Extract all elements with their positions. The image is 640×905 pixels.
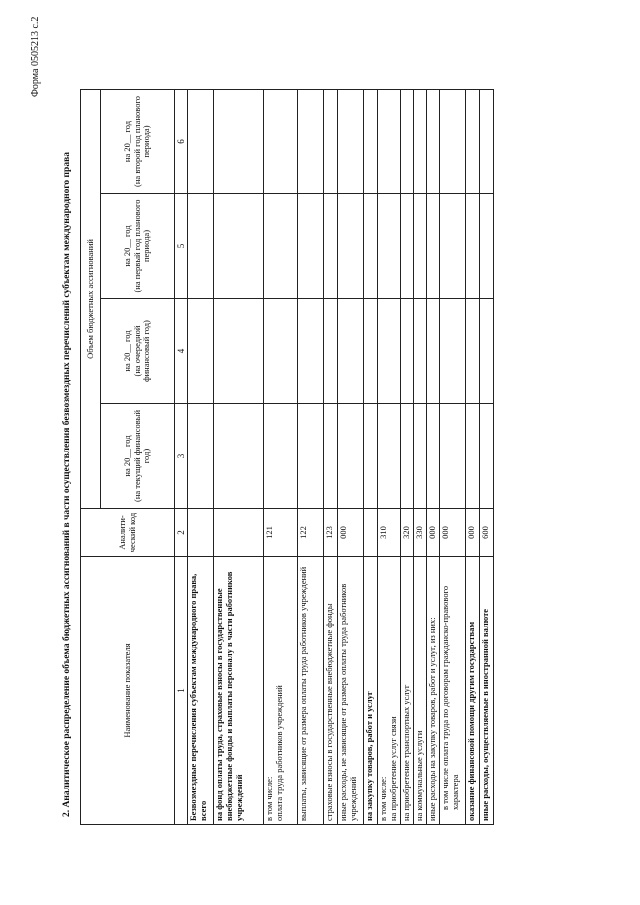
analytic-code: 320 <box>400 509 413 557</box>
table-row <box>264 89 298 824</box>
analytic-code: 000 <box>338 509 364 557</box>
table-row <box>400 89 413 824</box>
value-cell <box>338 404 364 509</box>
form-code: Форма 0505213 с.2 <box>30 16 41 97</box>
value-cell <box>479 89 493 193</box>
value-cell <box>324 404 338 509</box>
value-cell <box>264 89 298 193</box>
col-num: 2 <box>175 509 188 557</box>
analytic-code: 000 <box>465 509 479 557</box>
analytic-code: 600 <box>479 509 493 557</box>
value-cell <box>400 89 413 193</box>
value-cell <box>439 89 465 193</box>
col-num: 4 <box>175 299 188 404</box>
table-row <box>479 89 493 824</box>
analytic-code <box>214 509 264 557</box>
indicator-name: оказание финансовой помощи другим государствам <box>465 557 479 825</box>
value-cell <box>378 89 401 193</box>
value-cell <box>465 89 479 193</box>
table-row <box>439 89 465 824</box>
value-cell <box>426 194 439 299</box>
value-cell <box>298 194 324 299</box>
value-cell <box>413 404 426 509</box>
value-cell <box>439 404 465 509</box>
indicator-name: иные расходы, осуществляемые в иностранной валюте <box>479 557 493 825</box>
value-cell <box>298 299 324 404</box>
value-cell <box>298 89 324 193</box>
value-cell <box>188 194 214 299</box>
value-cell <box>465 194 479 299</box>
value-cell <box>378 404 401 509</box>
analytic-code: 310 <box>378 509 401 557</box>
value-cell <box>400 299 413 404</box>
header-year-col: на 20__ год (на текущий финансовый год) <box>101 404 175 509</box>
col-num: 1 <box>175 557 188 825</box>
header-year-col: на 20__ год (на второй год планового периода) <box>101 89 175 193</box>
table-row <box>364 89 378 824</box>
indicator-name: выплаты, зависящие от размера оплаты труда работников учреждений <box>298 557 324 825</box>
value-cell <box>479 404 493 509</box>
value-cell <box>324 194 338 299</box>
value-cell <box>413 194 426 299</box>
analytic-code <box>188 509 214 557</box>
section-title: 2. Аналитическое распределение объема бюджетных ассигнований в части осуществления безвозмездных перечислений субъектам международного права <box>62 152 72 817</box>
value-cell <box>364 194 378 299</box>
analytic-code: 000 <box>439 509 465 557</box>
col-num: 6 <box>175 89 188 193</box>
col-num: 5 <box>175 194 188 299</box>
value-cell <box>439 299 465 404</box>
indicator-name: на фонд оплаты труда, страховые взносы в государственные внебюджетные фонды и выплаты персоналу в части работников учреждений <box>214 557 264 825</box>
table-row <box>426 89 439 824</box>
header-indicator: Наименование показателя <box>81 557 175 825</box>
value-cell <box>378 194 401 299</box>
value-cell <box>413 299 426 404</box>
col-num: 3 <box>175 404 188 509</box>
value-cell <box>465 299 479 404</box>
value-cell <box>298 404 324 509</box>
value-cell <box>214 404 264 509</box>
indicator-name: в том числе оплата труда по договорам гражданско-правового характера <box>439 557 465 825</box>
value-cell <box>400 194 413 299</box>
value-cell <box>188 299 214 404</box>
table-row <box>413 89 426 824</box>
indicator-name: иные расходы на закупку товаров, работ и услуг, из них: <box>426 557 439 825</box>
analytic-code: 122 <box>298 509 324 557</box>
analytic-code <box>364 509 378 557</box>
analytic-code: 000 <box>426 509 439 557</box>
value-cell <box>264 404 298 509</box>
table-row <box>214 89 264 824</box>
value-cell <box>188 404 214 509</box>
header-volume: Объем бюджетных ассигнований <box>81 89 101 508</box>
table-row <box>324 89 338 824</box>
table-row <box>378 89 401 824</box>
indicator-name: в том числе: на приобретение услуг связи <box>378 557 401 825</box>
header-code: Аналити-ческий код <box>81 509 175 557</box>
indicator-name: на коммунальные услуги <box>413 557 426 825</box>
value-cell <box>465 404 479 509</box>
value-cell <box>324 299 338 404</box>
indicator-name: Безвозмездные перечисления субъектам международного права, всего <box>188 557 214 825</box>
value-cell <box>364 299 378 404</box>
indicator-name: на приобретение транспортных услуг <box>400 557 413 825</box>
value-cell <box>264 299 298 404</box>
indicator-name: на закупку товаров, работ и услуг <box>364 557 378 825</box>
indicator-name: страховые взносы в государственные внебюджетные фонды <box>324 557 338 825</box>
analytic-code: 121 <box>264 509 298 557</box>
indicator-name: иные расходы, не зависящие от размера оплаты труда работников учреждений <box>338 557 364 825</box>
analytic-code: 123 <box>324 509 338 557</box>
value-cell <box>214 89 264 193</box>
value-cell <box>378 299 401 404</box>
allocation-table <box>80 89 494 825</box>
value-cell <box>338 89 364 193</box>
table-row <box>465 89 479 824</box>
value-cell <box>426 89 439 193</box>
value-cell <box>439 194 465 299</box>
indicator-name: в том числе: оплата труда работников учреждений <box>264 557 298 825</box>
value-cell <box>214 299 264 404</box>
value-cell <box>324 89 338 193</box>
value-cell <box>338 194 364 299</box>
table-row <box>188 89 214 824</box>
value-cell <box>338 299 364 404</box>
value-cell <box>214 194 264 299</box>
table-row <box>338 89 364 824</box>
analytic-code: 330 <box>413 509 426 557</box>
value-cell <box>413 89 426 193</box>
value-cell <box>188 89 214 193</box>
table-row <box>298 89 324 824</box>
header-year-col: на 20__ год (на очередной финансовый год) <box>101 299 175 404</box>
value-cell <box>400 404 413 509</box>
header-year-col: на 20__ год (на первый год планового периода) <box>101 194 175 299</box>
value-cell <box>426 299 439 404</box>
value-cell <box>364 89 378 193</box>
value-cell <box>264 194 298 299</box>
value-cell <box>426 404 439 509</box>
value-cell <box>364 404 378 509</box>
value-cell <box>479 299 493 404</box>
value-cell <box>479 194 493 299</box>
